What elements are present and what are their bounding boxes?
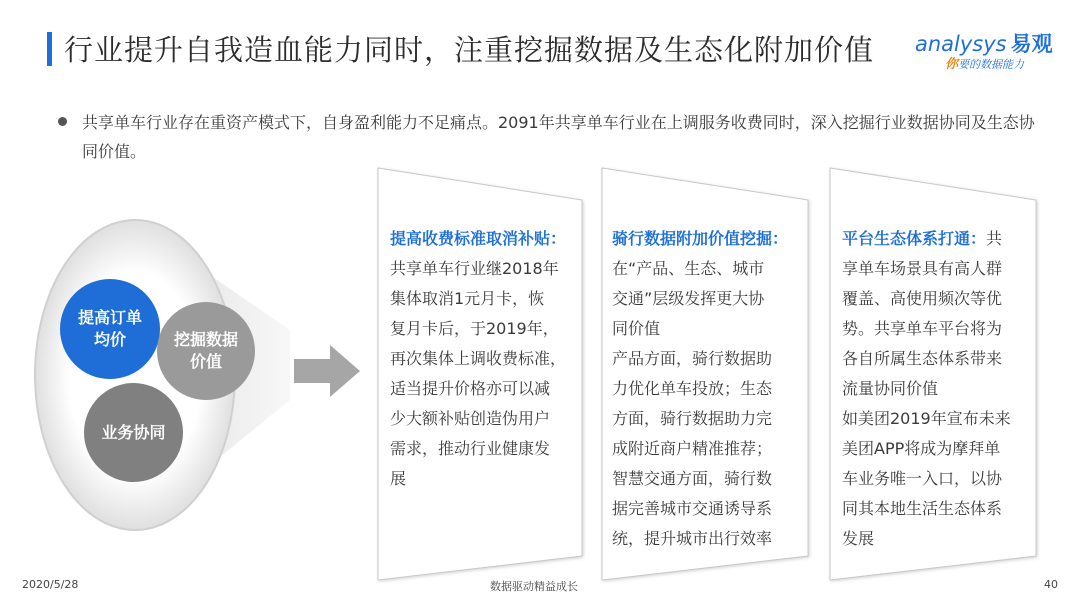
card-line: 如美团2019年宣布未来	[842, 409, 1011, 428]
card-line: 势。共享单车平台将为	[842, 319, 1003, 338]
logo-brand: analysys	[915, 32, 1007, 56]
card-heading-row	[842, 224, 1038, 254]
funnel-circle-data-value	[157, 302, 255, 400]
circle-label-line1: 业务协同	[101, 422, 166, 442]
card-ecosystem	[828, 166, 1040, 584]
page-title: 行业提升自我造血能力同时，注重挖掘数据及生态化附加价值	[64, 33, 875, 67]
card-line: 车业务唯一入口，以协	[842, 469, 1003, 488]
footer-date: 2020/5/28	[22, 578, 79, 591]
arrow-right-icon	[294, 345, 364, 397]
card-heading: 骑行数据附加价值挖掘：	[612, 229, 789, 248]
intro-paragraph: 共享单车行业存在重资产模式下，自身盈利能力不足痛点。2091年共享单车行业在上调服务收费同时，深入挖掘行业数据协同及生态协同价值。	[82, 113, 1035, 161]
card-line: 再次集体上调收费标准，	[390, 349, 567, 368]
card-line: 少大额补贴创造伪用户	[390, 409, 551, 428]
card-line: 享单车场景具有高人群	[842, 259, 1003, 278]
card-line: 智慧交通方面，骑行数	[612, 469, 773, 488]
card-line: 发展	[842, 529, 875, 548]
card-line: 流量协同价值	[842, 379, 939, 398]
card-line: 适当提升价格亦可以减	[390, 379, 551, 398]
card-line: 在“产品、生态、城市	[612, 259, 765, 278]
logo-brand-cn: 易观	[1010, 32, 1053, 56]
logo-tagline	[945, 53, 1024, 72]
circle-label-line2: 价值	[189, 352, 222, 371]
analysys-logo	[915, 28, 1065, 76]
card-line: 成附近商户精准推荐；	[612, 439, 773, 458]
card-line: 集体取消1元月卡，恢	[390, 289, 545, 308]
title-accent-bar	[47, 32, 52, 66]
logo-tagline-first: 你	[945, 57, 959, 72]
card-line: 力优化单车投放；生态	[612, 379, 773, 398]
card-line: 产品方面，骑行数据助	[612, 349, 773, 368]
card-heading-tail: 共	[986, 229, 1003, 248]
card-line: 复月卡后，于2019年，	[390, 319, 559, 338]
circle-label-line2: 均价	[93, 330, 126, 349]
card-line: 各自所属生态体系带来	[842, 349, 1003, 368]
card-pricing	[376, 166, 586, 584]
card-line: 统，提升城市出行效率	[612, 529, 773, 548]
funnel-circle-business-synergy	[84, 383, 183, 482]
card-line: 共享单车行业继2018年	[390, 259, 559, 278]
card-data-value-text	[612, 224, 812, 554]
card-line: 交通”层级发挥更大协	[612, 289, 765, 308]
card-line: 需求，推动行业健康发	[390, 439, 551, 458]
card-pricing-text	[390, 224, 585, 494]
circle-label-line1: 挖掘数据	[173, 330, 238, 349]
card-line: 据完善城市交通诱导系	[612, 499, 773, 518]
funnel-circle-order-price	[60, 279, 160, 379]
card-line: 方面，骑行数据助力完	[612, 409, 773, 428]
card-heading: 平台生态体系打通：	[842, 229, 987, 248]
logo-tagline-rest: 要的数据能力	[958, 58, 1025, 71]
footer-slogan: 数据驱动精益成长	[490, 580, 578, 593]
card-line: 美团APP将成为摩拜单	[842, 439, 1001, 458]
bullet-icon	[58, 117, 67, 126]
card-line: 同价值	[612, 319, 661, 338]
card-data-value	[600, 166, 812, 584]
card-line: 展	[390, 469, 407, 488]
card-ecosystem-text	[842, 224, 1038, 554]
circle-label-line1: 提高订单	[77, 308, 142, 327]
card-line: 覆盖、高使用频次等优	[842, 289, 1003, 308]
card-line: 同其本地生活生态体系	[842, 499, 1003, 518]
card-heading: 提高收费标准取消补贴：	[390, 229, 567, 248]
page-number: 40	[1044, 578, 1058, 591]
